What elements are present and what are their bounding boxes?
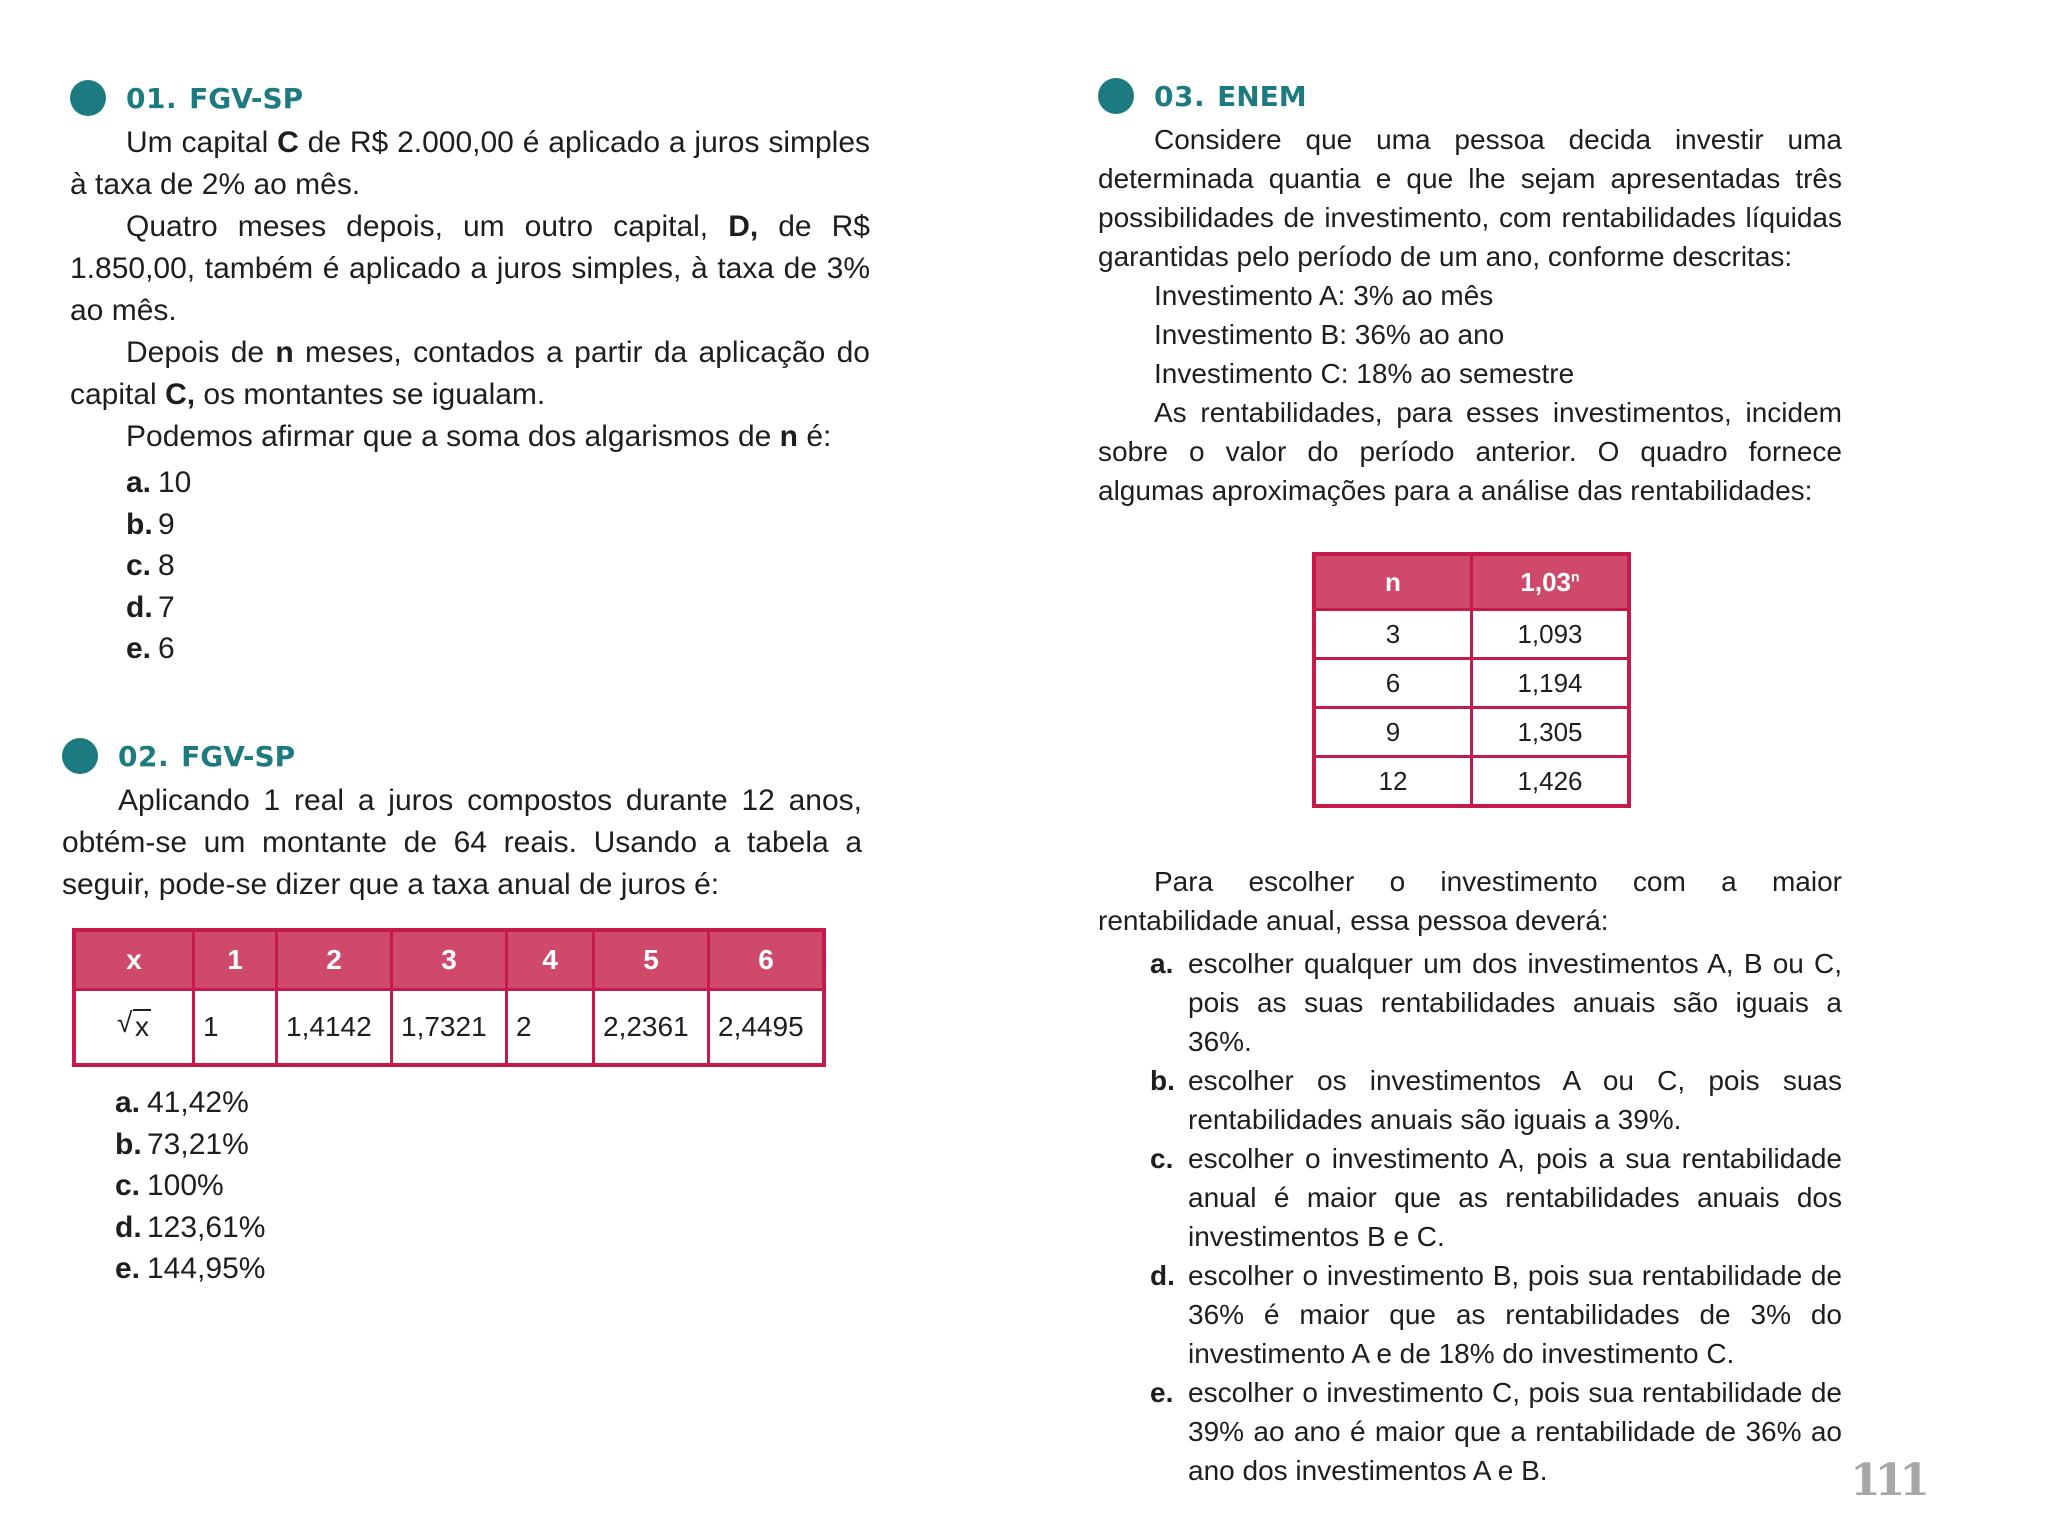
table-row	[1314, 757, 1629, 807]
table-header-cell: 3	[392, 930, 507, 990]
answer-option[interactable]: c. escolher o investimento A, pois a sua rentabilidade anual é maior que as rentabilidades anuais dos investimentos B e C.	[1150, 1143, 1842, 1252]
question-prompt: Para escolher o investimento com a maior rentabilidade anual, essa pessoa deverá:	[1098, 866, 1842, 936]
answer-option[interactable]: a. escolher qualquer um dos investimentos A, B ou C, pois as suas rentabilidades anuais são iguais a 36%.	[1150, 948, 1842, 1057]
table-cell: 1,305	[1472, 708, 1630, 757]
table-cell: 1,426	[1472, 757, 1630, 807]
question-source: FGV-SP	[181, 739, 296, 773]
table-row	[74, 990, 824, 1066]
question-number: 01.	[126, 81, 178, 115]
table-row	[1314, 708, 1629, 757]
table-cell: 1,7321	[392, 990, 507, 1066]
table-cell: 2	[507, 990, 594, 1066]
radical-icon: √	[117, 1007, 133, 1038]
question-paragraph: Considere que uma pessoa decida investir uma determinada quantia e que lhe sejam apresentadas três possibilidades de investimento, com rentabilidades líquidas garantidas pelo período de um ano, conforme descritas:	[1098, 124, 1842, 272]
answer-option[interactable]: c. 8	[126, 549, 175, 582]
investment-b: Investimento B: 36% ao ano	[1154, 319, 1505, 350]
page-number: 111	[1850, 1455, 1924, 1506]
question-paragraph: Aplicando 1 real a juros compostos durante 12 anos, obtém-se um montante de 64 reais. Usando a tabela a seguir, pode-se dizer que a taxa anual de juros é:	[62, 784, 862, 901]
bullet-dot-icon	[62, 738, 98, 774]
table-header-row	[1314, 554, 1629, 610]
question-03-header	[1098, 78, 1842, 114]
question-number: 03.	[1154, 79, 1206, 113]
question-source: ENEM	[1217, 79, 1307, 113]
sqrt-label-cell	[74, 990, 194, 1066]
table-cell: 1,4142	[277, 990, 392, 1066]
question-03	[1098, 78, 1842, 510]
table-header-cell: 6	[709, 930, 825, 990]
table-header-cell: x	[74, 930, 194, 990]
question-prompt: Podemos afirmar que a soma dos algarismos de n é:	[126, 420, 832, 453]
table-cell: 1,093	[1472, 610, 1630, 659]
question-02	[62, 738, 862, 906]
question-paragraph: Depois de n meses, contados a partir da aplicação do capital C, os montantes se igualam.	[70, 336, 870, 411]
question-03-options	[1098, 862, 1842, 1490]
answer-option[interactable]: e. escolher o investimento C, pois sua rentabilidade de 39% ao ano é maior que a rentabilidade de 36% ao ano dos investimentos A e B.	[1150, 1377, 1842, 1486]
question-number: 02.	[118, 739, 170, 773]
table-cell: 6	[1314, 659, 1472, 708]
question-02-header	[62, 738, 862, 774]
table-cell: 12	[1314, 757, 1472, 807]
table-header-cell: 2	[277, 930, 392, 990]
answer-option[interactable]: d. 123,61%	[115, 1210, 266, 1244]
table-header-cell: 1	[194, 930, 277, 990]
table-row	[1314, 610, 1629, 659]
sqrt-table	[72, 928, 826, 1067]
rate-table	[1312, 552, 1631, 808]
answer-option[interactable]: d. escolher o investimento B, pois sua rentabilidade de 36% é maior que as rentabilidades de 3% do investimento A e de 18% do investimento C.	[1150, 1260, 1842, 1369]
answer-option[interactable]: c. 100%	[115, 1169, 224, 1202]
bullet-dot-icon	[70, 80, 106, 116]
answer-option[interactable]: b. 73,21%	[115, 1127, 249, 1161]
question-01	[70, 80, 870, 670]
answer-option[interactable]: a. 10	[126, 466, 192, 499]
sqrt-symbol: √ x	[117, 1007, 149, 1042]
answer-option[interactable]: b. escolher os investimentos A ou C, pois suas rentabilidades anuais são iguais a 39%.	[1150, 1065, 1842, 1135]
investment-c: Investimento C: 18% ao semestre	[1154, 358, 1575, 389]
answer-option[interactable]: b. 9	[126, 507, 175, 541]
answer-option[interactable]: e. 144,95%	[115, 1252, 266, 1285]
answer-option[interactable]: a. 41,42%	[115, 1086, 249, 1119]
question-02-options	[62, 1078, 662, 1290]
answer-options	[1150, 944, 1842, 1490]
table-cell: 3	[1314, 610, 1472, 659]
question-source: FGV-SP	[189, 81, 304, 115]
table-row	[1314, 659, 1629, 708]
table-header-cell: n	[1314, 554, 1472, 610]
question-paragraph: As rentabilidades, para esses investimentos, incidem sobre o valor do período anterior. O quadro fornece algumas aproximações para a análise das rentabilidades:	[1098, 397, 1842, 506]
table-header-cell: 5	[594, 930, 709, 990]
table-cell: 1	[194, 990, 277, 1066]
table-header-row	[74, 930, 824, 990]
table-cell: 1,194	[1472, 659, 1630, 708]
question-01-header	[70, 80, 870, 116]
answer-option[interactable]: e. 6	[126, 632, 175, 665]
investment-a: Investimento A: 3% ao mês	[1154, 280, 1494, 311]
question-paragraph: Quatro meses depois, um outro capital, D, de R$ 1.850,00, também é aplicado a juros simples, à taxa de 3% ao mês.	[70, 210, 870, 327]
bullet-dot-icon	[1098, 78, 1134, 114]
answer-option[interactable]: d. 7	[126, 590, 175, 624]
answer-options	[115, 1082, 662, 1290]
table-cell: 9	[1314, 708, 1472, 757]
table-header-cell: 1,03$^n$	[1472, 554, 1630, 610]
answer-options	[126, 462, 870, 670]
question-paragraph: Um capital C de R$ 2.000,00 é aplicado a juros simples à taxa de 2% ao mês.	[70, 126, 871, 201]
table-header-cell: 4	[507, 930, 594, 990]
table-cell: 2,2361	[594, 990, 709, 1066]
table-cell: 2,4495	[709, 990, 825, 1066]
